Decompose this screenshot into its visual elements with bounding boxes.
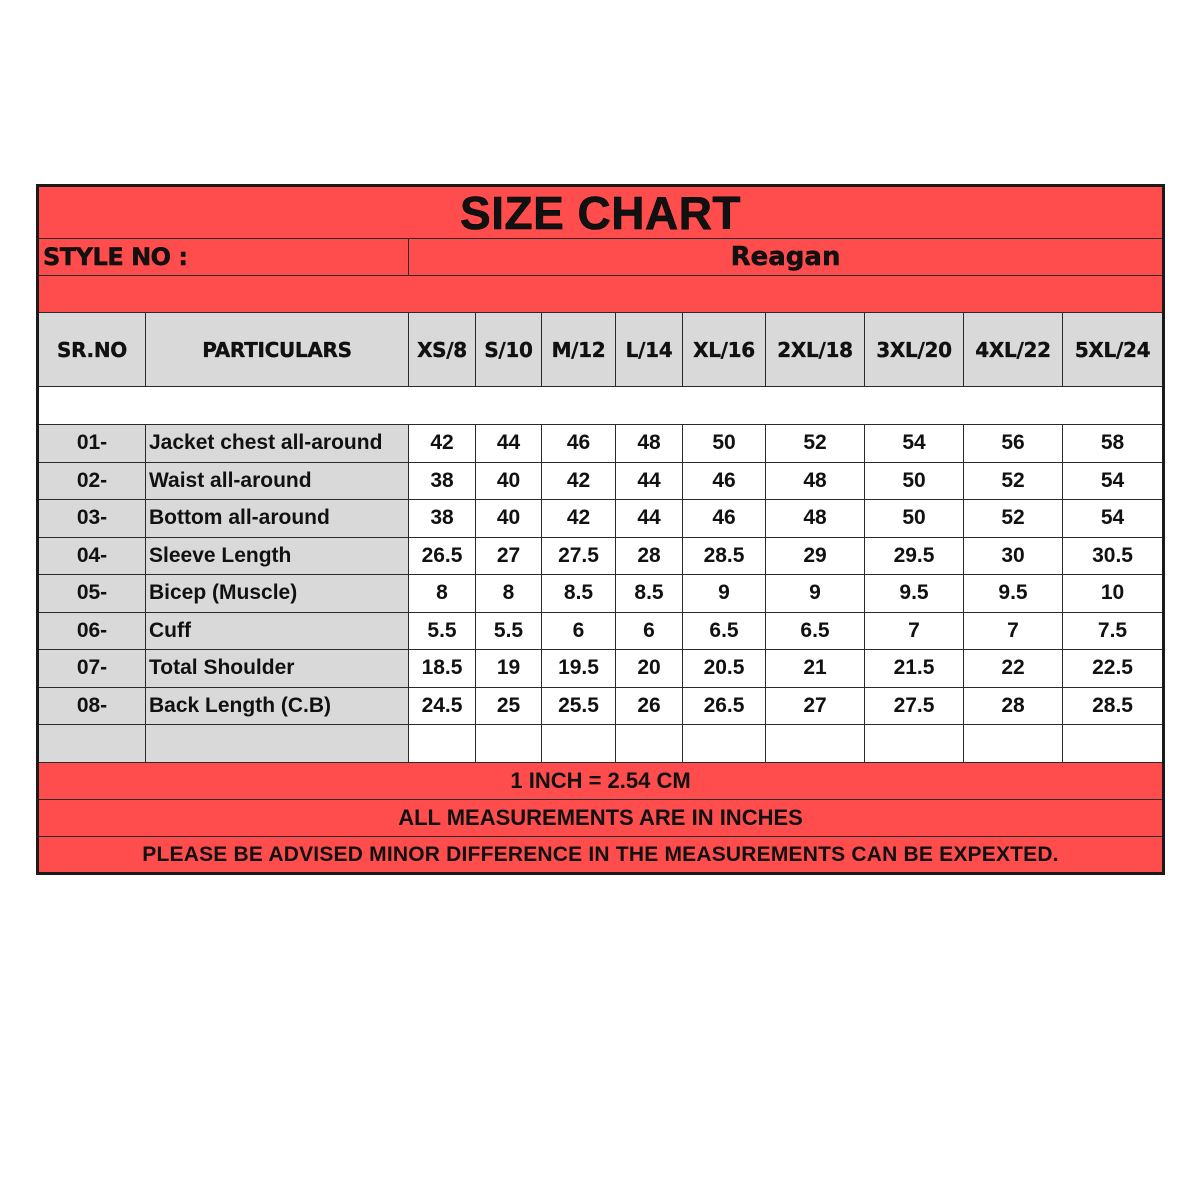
measurement-value: 27.5 (865, 687, 964, 725)
row-sr-no: 03- (38, 500, 146, 538)
measurement-value: 30.5 (1063, 537, 1164, 575)
spacer-bar (38, 276, 1164, 313)
table-row (38, 500, 1164, 538)
row-particular: Jacket chest all-around (146, 425, 409, 463)
disclaimer-note: PLEASE BE ADVISED MINOR DIFFERENCE IN THE MEASUREMENTS CAN BE EXPEXTED. (38, 837, 1164, 874)
row-particular: Back Length (C.B) (146, 687, 409, 725)
header-size: 3XL/20 (865, 313, 964, 387)
empty-cell (616, 725, 683, 763)
measurement-value: 24.5 (409, 687, 476, 725)
measurement-value: 48 (616, 425, 683, 463)
measurement-value: 19 (476, 650, 542, 688)
measurement-value: 27.5 (542, 537, 616, 575)
measurement-value: 48 (766, 500, 865, 538)
measurement-value: 26.5 (409, 537, 476, 575)
measurement-value: 6.5 (683, 612, 766, 650)
measurement-value: 10 (1063, 575, 1164, 613)
units-note: ALL MEASUREMENTS ARE IN INCHES (38, 800, 1164, 837)
row-particular: Bottom all-around (146, 500, 409, 538)
measurement-value: 46 (683, 500, 766, 538)
table-row (38, 612, 1164, 650)
row-particular: Sleeve Length (146, 537, 409, 575)
measurement-value: 44 (616, 500, 683, 538)
measurement-value: 8.5 (616, 575, 683, 613)
measurement-rows (38, 425, 1164, 725)
style-number-label: STYLE NO : (38, 239, 409, 276)
empty-cell (1063, 725, 1164, 763)
measurement-value: 7 (865, 612, 964, 650)
header-size: L/14 (616, 313, 683, 387)
header-size: S/10 (476, 313, 542, 387)
measurement-value: 42 (542, 462, 616, 500)
table-row (38, 425, 1164, 463)
header-size: 4XL/22 (964, 313, 1063, 387)
row-sr-no: 02- (38, 462, 146, 500)
empty-cell (964, 725, 1063, 763)
measurement-value: 48 (766, 462, 865, 500)
header-size: 2XL/18 (766, 313, 865, 387)
row-sr-no: 06- (38, 612, 146, 650)
measurement-value: 40 (476, 462, 542, 500)
measurement-value: 21.5 (865, 650, 964, 688)
measurement-value: 9.5 (865, 575, 964, 613)
style-number-value: Reagan (409, 239, 1164, 276)
measurement-value: 8 (409, 575, 476, 613)
measurement-value: 58 (1063, 425, 1164, 463)
row-sr-no: 01- (38, 425, 146, 463)
empty-cell (865, 725, 964, 763)
measurement-value: 50 (865, 500, 964, 538)
conversion-note: 1 INCH = 2.54 CM (38, 763, 1164, 800)
empty-cell (409, 725, 476, 763)
row-particular: Waist all-around (146, 462, 409, 500)
measurement-value: 38 (409, 500, 476, 538)
measurement-value: 38 (409, 462, 476, 500)
table-row (38, 650, 1164, 688)
measurement-value: 50 (683, 425, 766, 463)
header-size: M/12 (542, 313, 616, 387)
header-sr-no: SR.NO (38, 313, 146, 387)
size-chart-table (36, 184, 1165, 875)
measurement-value: 8.5 (542, 575, 616, 613)
row-sr-no: 08- (38, 687, 146, 725)
row-particular: Bicep (Muscle) (146, 575, 409, 613)
row-sr-no: 04- (38, 537, 146, 575)
measurement-value: 27 (476, 537, 542, 575)
empty-cell (476, 725, 542, 763)
header-size: XL/16 (683, 313, 766, 387)
measurement-value: 29 (766, 537, 865, 575)
measurement-value: 6.5 (766, 612, 865, 650)
measurement-value: 20 (616, 650, 683, 688)
measurement-value: 6 (616, 612, 683, 650)
measurement-value: 9 (766, 575, 865, 613)
measurement-value: 18.5 (409, 650, 476, 688)
measurement-value: 50 (865, 462, 964, 500)
measurement-value: 22.5 (1063, 650, 1164, 688)
measurement-value: 7.5 (1063, 612, 1164, 650)
measurement-value: 54 (1063, 500, 1164, 538)
row-particular: Cuff (146, 612, 409, 650)
measurement-value: 26.5 (683, 687, 766, 725)
measurement-value: 21 (766, 650, 865, 688)
measurement-value: 20.5 (683, 650, 766, 688)
measurement-value: 46 (683, 462, 766, 500)
measurement-value: 28 (964, 687, 1063, 725)
measurement-value: 25.5 (542, 687, 616, 725)
measurement-value: 40 (476, 500, 542, 538)
measurement-value: 54 (865, 425, 964, 463)
header-size: XS/8 (409, 313, 476, 387)
empty-cell (542, 725, 616, 763)
table-row (38, 537, 1164, 575)
header-particulars: PARTICULARS (146, 313, 409, 387)
empty-cell (683, 725, 766, 763)
measurement-value: 30 (964, 537, 1063, 575)
measurement-value: 9.5 (964, 575, 1063, 613)
measurement-value: 52 (766, 425, 865, 463)
measurement-value: 56 (964, 425, 1063, 463)
measurement-value: 26 (616, 687, 683, 725)
measurement-value: 54 (1063, 462, 1164, 500)
blank-row (38, 387, 1164, 425)
row-sr-no: 05- (38, 575, 146, 613)
empty-cell (766, 725, 865, 763)
table-row (38, 575, 1164, 613)
chart-title: SIZE CHART (38, 186, 1164, 239)
measurement-value: 27 (766, 687, 865, 725)
table-row (38, 462, 1164, 500)
measurement-value: 6 (542, 612, 616, 650)
measurement-value: 44 (476, 425, 542, 463)
measurement-value: 8 (476, 575, 542, 613)
measurement-value: 42 (542, 500, 616, 538)
measurement-value: 5.5 (409, 612, 476, 650)
measurement-value: 28.5 (683, 537, 766, 575)
measurement-value: 29.5 (865, 537, 964, 575)
measurement-value: 22 (964, 650, 1063, 688)
empty-particular-cell (146, 725, 409, 763)
measurement-value: 25 (476, 687, 542, 725)
row-particular: Total Shoulder (146, 650, 409, 688)
table-row (38, 687, 1164, 725)
measurement-value: 7 (964, 612, 1063, 650)
measurement-value: 44 (616, 462, 683, 500)
header-size: 5XL/24 (1063, 313, 1164, 387)
measurement-value: 19.5 (542, 650, 616, 688)
measurement-value: 42 (409, 425, 476, 463)
empty-sr-cell (38, 725, 146, 763)
measurement-value: 52 (964, 462, 1063, 500)
measurement-value: 9 (683, 575, 766, 613)
measurement-value: 28 (616, 537, 683, 575)
measurement-value: 52 (964, 500, 1063, 538)
measurement-value: 28.5 (1063, 687, 1164, 725)
row-sr-no: 07- (38, 650, 146, 688)
measurement-value: 46 (542, 425, 616, 463)
measurement-value: 5.5 (476, 612, 542, 650)
